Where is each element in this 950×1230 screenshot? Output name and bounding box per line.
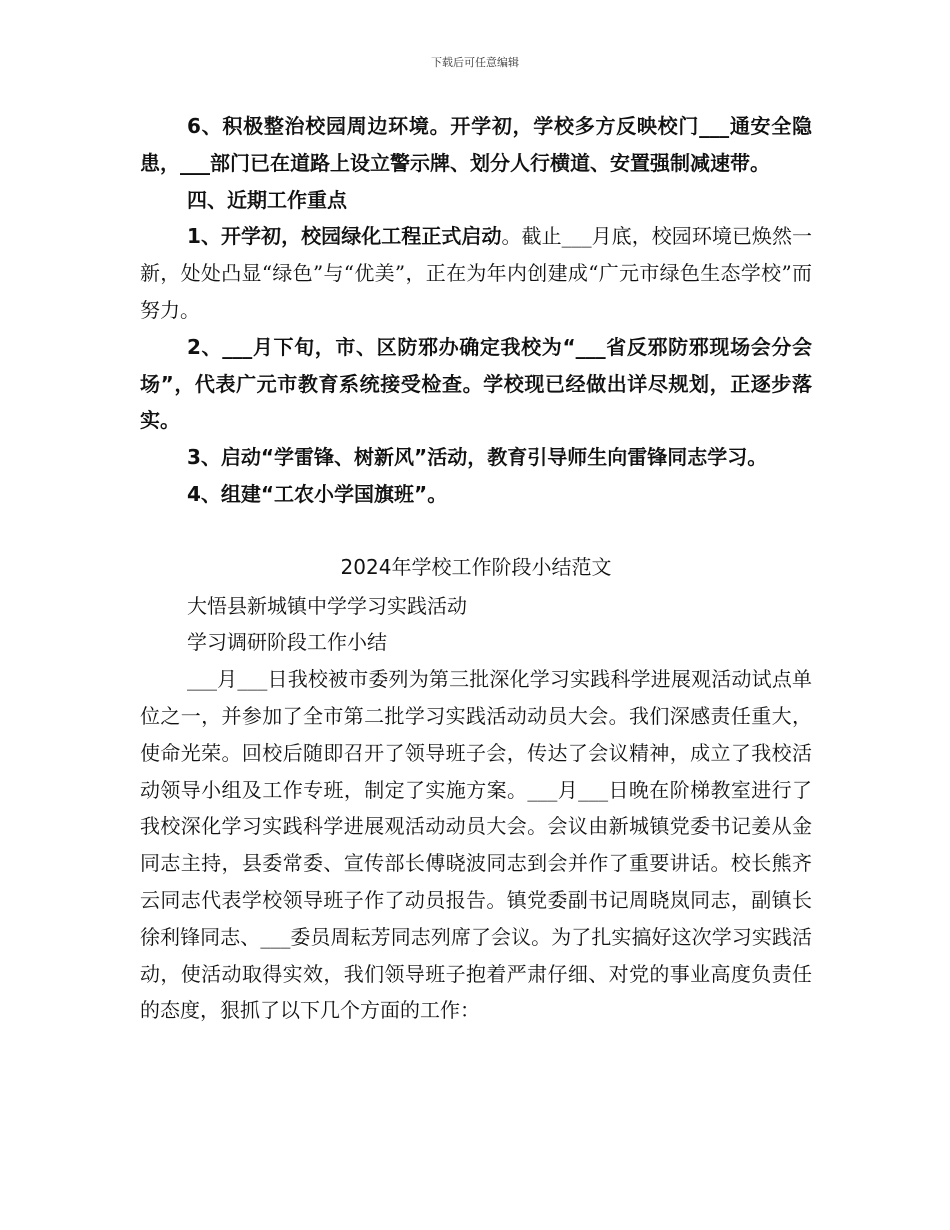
- item-4-paragraph: 4、组建“工农小学国旗班”。: [187, 481, 448, 506]
- item-1-paragraph: [140, 218, 812, 328]
- item-1-bold-text: 1、开学初，校园绿化工程正式启动: [187, 224, 502, 249]
- item-1-rest-text: 。截止___月底，校园环境已焕然一新，处处凸显“绿色”与“优美”，正在为年内创建成“广元市绿色生态学校”而努力。: [140, 224, 813, 322]
- document-body-paragraph: ___月___日我校被市委列为第三批深化学习实践科学进展观活动试点单位之一，并参加了全市第二批学习实践活动动员大会。我们深感责任重大，使命光荣。回校后随即召开了领导班子会，传达了会议精神，成立了我校活动领导小组及工作专班，制定了实施方案。___月___日晚在阶梯教室进行了我校深化学习实践科学进展观活动动员大会。会议由新城镇党委书记姜从金同志主持，县委常委、宣传部长傅晓波同志到会并作了重要讲话。校长熊齐云同志代表学校领导班子作了动员报告。镇党委副书记周晓岚同志，副镇长徐利锋同志、___委员周耘芳同志列席了会议。为了扎实搞好这次学习实践活动，使活动取得实效，我们领导班子抱着严肃仔细、对党的事业高度负责任的态度，狠抓了以下几个方面的工作：: [140, 667, 812, 1023]
- document-subtitle-1: 大悟县新城镇中学学习实践活动: [187, 593, 467, 618]
- document-body: [140, 108, 812, 1029]
- item-3-paragraph: 3、启动“学雷锋、树新风”活动，教育引导师生向雷锋同志学习。: [187, 445, 768, 470]
- document-title: 2024年学校工作阶段小结范文: [340, 554, 612, 579]
- document-subtitle-2: 学习调研阶段工作小结: [187, 630, 387, 655]
- item-6-paragraph: 6、积极整治校园周边环境。开学初，学校多方反映校门___通安全隐患，___部门已在道路上设立警示牌、划分人行横道、安置强制减速带。: [140, 114, 812, 175]
- section-heading-4: 四、近期工作重点: [187, 187, 347, 212]
- page-header-note: 下载后可任意编辑: [431, 56, 519, 69]
- item-2-paragraph: 2、___月下旬，市、区防邪办确定我校为“___省反邪防邪现场会分会场”，代表广元市教育系统接受检查。学校现已经做出详尽规划，正逐步落实。: [140, 334, 812, 433]
